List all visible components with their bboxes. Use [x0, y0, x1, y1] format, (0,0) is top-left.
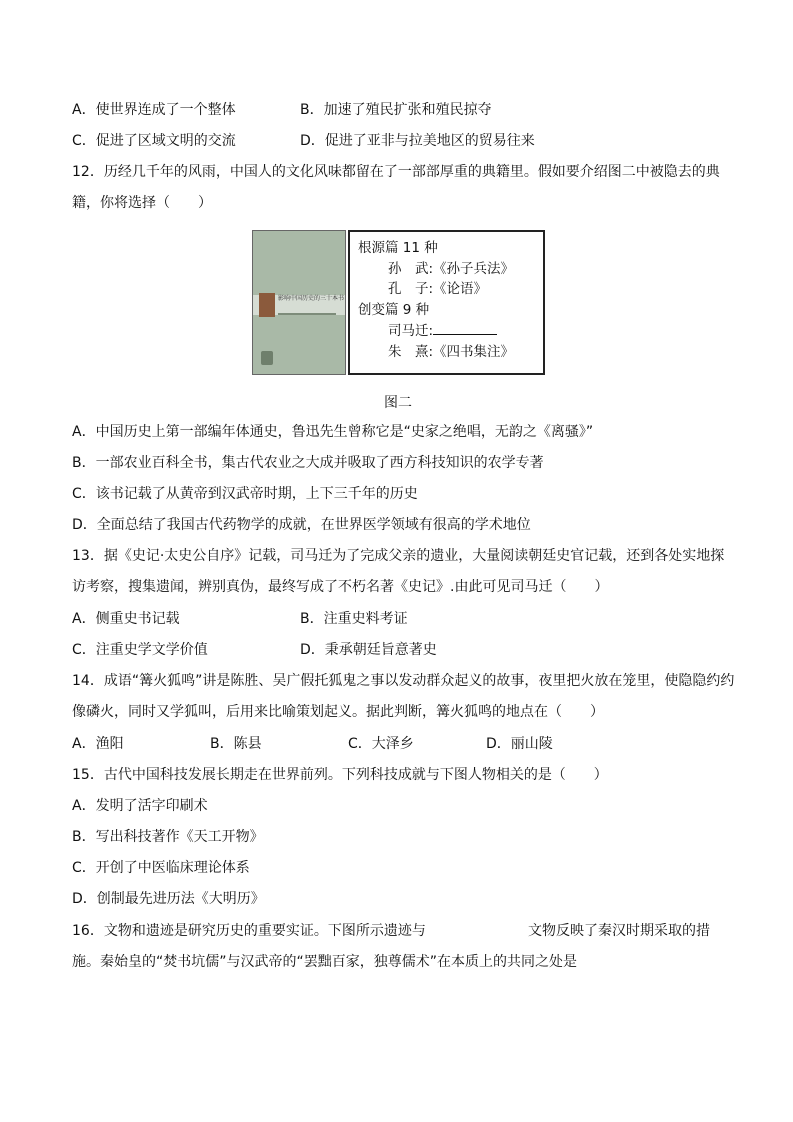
q13-option-d: D．秉承朝廷旨意著史	[300, 642, 437, 658]
q14-option-d: D．丽山陵	[486, 736, 553, 752]
q12-stem-line1: 12．历经几千年的风雨，中国人的文化风味都留在了一部部厚重的典籍里。假如要介绍图二中被隐去的典	[72, 164, 720, 180]
card-line-3: 孔 子:《论语》	[388, 281, 488, 297]
figure-caption: 图二	[384, 395, 412, 411]
book-cover-title: 影响中国历史的三十本书	[278, 295, 345, 302]
q12-option-d: D．全面总结了我国古代药物学的成就，在世界医学领域有很高的学术地位	[72, 517, 531, 533]
q16-stem-line1-part2: 文物反映了秦汉时期采取的措	[528, 923, 710, 939]
q13-stem-line2: 访考察，搜集遗闻，辨别真伪，最终写成了不朽名著《史记》.由此可见司马迁（ ）	[72, 579, 609, 595]
q11-option-d: D．促进了亚非与拉美地区的贸易往来	[300, 133, 535, 149]
q16-stem-line2: 施。秦始皇的“焚书坑儒”与汉武帝的“罢黜百家，独尊儒术”在本质上的共同之处是	[72, 954, 578, 970]
q14-option-a: A．渔阳	[72, 736, 124, 752]
q15-option-c: C．开创了中医临床理论体系	[72, 860, 250, 876]
q13-option-c: C．注重史学文学价值	[72, 642, 208, 658]
card-line-1: 根源篇 11 种	[358, 240, 438, 256]
book-cover-image	[252, 230, 346, 375]
q13-option-a: A．侧重史书记载	[72, 611, 180, 627]
q11-option-a: A．使世界连成了一个整体	[72, 102, 236, 118]
card-line-4: 创变篇 9 种	[358, 302, 430, 318]
q11-option-c: C．促进了区域文明的交流	[72, 133, 236, 149]
q13-option-b: B．注重史料考证	[300, 611, 408, 627]
q14-option-b: B．陈县	[210, 736, 262, 752]
q16-stem-line1-part1: 16．文物和遗迹是研究历史的重要实证。下图所示遗迹与	[72, 923, 426, 939]
q13-stem-line1: 13．据《史记·太史公自序》记载，司马迁为了完成父亲的遗业，大量阅读朝廷史官记载，还到各处实地探	[72, 548, 725, 564]
figure-two	[252, 230, 544, 375]
answer-blank	[433, 321, 497, 335]
q12-stem-line2: 籍，你将选择（ ）	[72, 195, 212, 211]
q15-option-d: D．创制最先进历法《大明历》	[72, 891, 265, 907]
q14-stem-line1: 14．成语“篝火狐鸣”讲是陈胜、吴广假托狐鬼之事以发动群众起义的故事，夜里把火放在笼里，使隐隐约约	[72, 673, 735, 689]
q12-option-b: B．一部农业百科全书，集古代农业之大成并吸取了西方科技知识的农学专著	[72, 455, 544, 471]
q14-option-c: C．大泽乡	[348, 736, 414, 752]
card-line-5	[388, 321, 497, 341]
q14-stem-line2: 像磷火，同时又学狐叫，后用来比喻策划起义。据此判断，篝火狐鸣的地点在（ ）	[72, 704, 604, 720]
q15-option-a: A．发明了活字印刷术	[72, 798, 208, 814]
card-line-6: 朱 熹:《四书集注》	[388, 344, 515, 360]
q11-option-b: B．加速了殖民扩张和殖民掠夺	[300, 102, 492, 118]
card-line-5-text: 司马迁:	[388, 323, 434, 339]
q15-option-b: B．写出科技著作《天工开物》	[72, 829, 264, 845]
q12-option-a: A．中国历史上第一部编年体通史，鲁迅先生曾称它是“史家之绝唱，无韵之《离骚》”	[72, 424, 594, 440]
card-line-2: 孙 武:《孙子兵法》	[388, 261, 515, 277]
q12-option-c: C．该书记载了从黄帝到汉武帝时期，上下三千年的历史	[72, 486, 418, 502]
book-list-card	[348, 230, 545, 375]
q15-stem: 15．古代中国科技发展长期走在世界前列。下列科技成就与下图人物相关的是（ ）	[72, 767, 608, 783]
